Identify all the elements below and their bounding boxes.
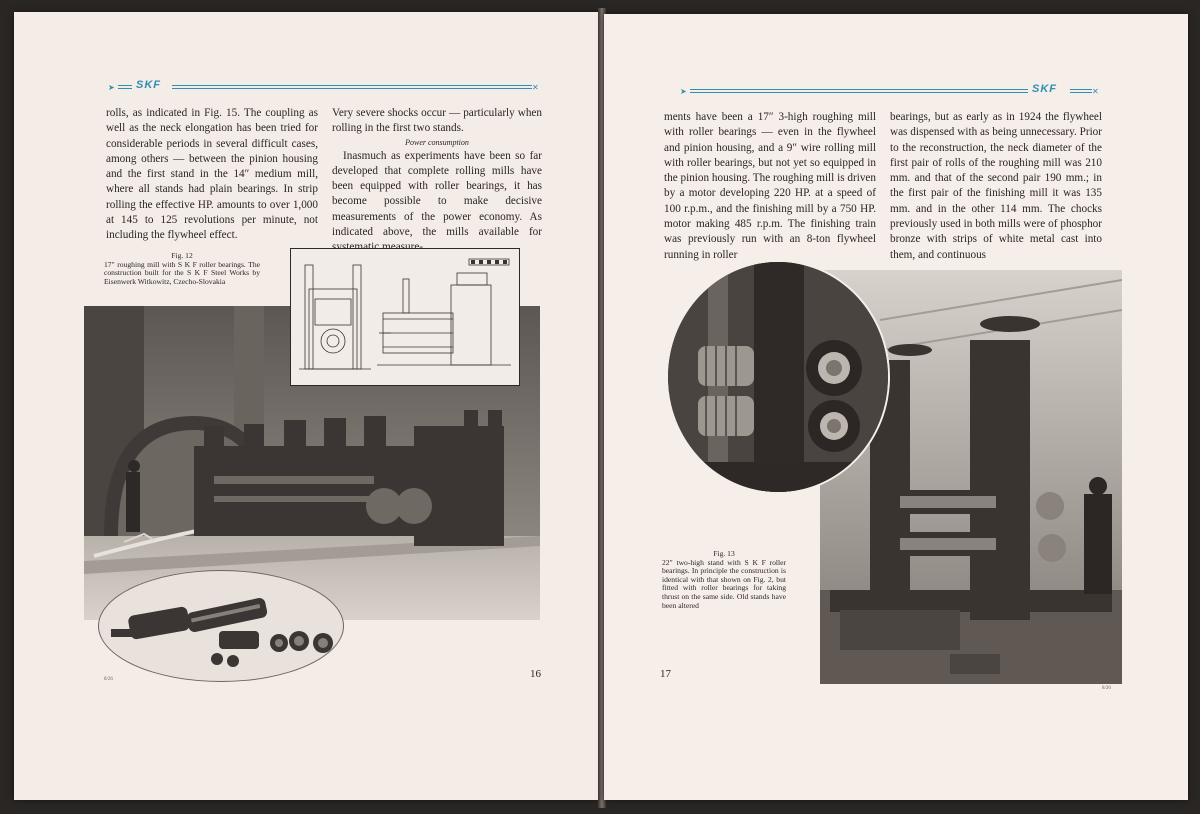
left-col1-text: rolls, as indicated in Fig. 15. The coupling as well as the neck elongation has been tried for considerable periods in several difficult cases, among others — between the pinion housing and the first stand in the 14″ medium mill, where all stands had plain bearings. In strip rolling the effective HP. amounts to over 1,000 at 145 to 125 revolutions per minute, not including the flywheel effect. <box>106 107 318 242</box>
left-page-number: 16 <box>530 668 541 680</box>
fig12-bearing-parts-oval <box>98 570 344 682</box>
rule-arrow-left-icon: ➤ <box>108 83 115 92</box>
left-print-mark: 8/26 <box>104 677 113 682</box>
right-column-1 <box>664 110 876 263</box>
left-col2-para1: Very severe shocks occur — particularly when rolling in the first two stands. <box>332 107 542 135</box>
left-page <box>14 12 600 800</box>
skf-logo: SKF <box>1032 83 1057 95</box>
right-print-mark: 8/26 <box>1102 686 1111 691</box>
fig13-caption-text: 22″ two-high stand with S K F roller bearings. In principle the construction is identical with that shown on Fig. 2, but fitted with roller bearings for taking thrust on the same side. Old stands have been altered <box>662 557 786 610</box>
right-col2-text: bearings, but as early as in 1924 the flywheel was dispensed with as being unnecessary. Prior to the reconstruction, the neck diameter of the first pair of rolls of the roughing mill was 210 mm. and that of the second pair 190 mm.; in the first pair of the finishing mill it was 135 mm. and in the other 114 mm. The chocks previously used in both mills were of phosphor bronze with strips of white metal cast into them, and continuous <box>890 111 1102 261</box>
fig13-number: Fig. 13 <box>713 549 735 558</box>
fig12-caption <box>104 252 260 286</box>
skf-header-rule-right <box>680 83 1100 96</box>
right-page-number: 17 <box>660 668 671 680</box>
left-col2-para2: Inasmuch as experiments have been so far developed that complete rolling mills have been equipped with roller bearings, it has become possible to make decisive measurements of the power economy. As indicated above, the mills available for <box>332 149 542 239</box>
skf-header-rule-left <box>108 79 540 92</box>
rule-arrow-right-icon: ✕ <box>1092 87 1099 96</box>
fig13-caption <box>662 550 786 610</box>
rule-arrow-right-icon: ✕ <box>532 83 539 92</box>
skf-logo: SKF <box>136 79 161 91</box>
right-col1-text: ments have been a 17″ 3-high roughing mill with roller bearings — even in the flywheel and pinion housing, and a 9″ wire rolling mill with roller bearings, but not yet so equipped in the pinion housing. The roughing mill is driven by a motor developing 220 HP. at a speed of 100 r.p.m., and the finishing mill by a 750 HP. motor making 485 r.p.m. The finishing train was previously run with an 8-ton flywheel running in roller <box>664 111 876 261</box>
fig13-bearing-closeup-circle <box>666 260 890 494</box>
fig12-number: Fig. 12 <box>171 251 193 260</box>
left-column-1 <box>106 106 318 244</box>
fig12-caption-text: 17″ roughing mill with S K F roller bearings. The construction built for the S K F Steel Works by Eisenwerk Witkowitz, Czecho-Slovakia <box>104 259 260 286</box>
rule-arrow-left-icon: ➤ <box>680 87 687 96</box>
fig12-elevation-drawing <box>290 248 520 386</box>
power-consumption-subhead: Power consumption <box>405 137 469 147</box>
right-page <box>604 14 1188 800</box>
right-column-2 <box>890 110 1102 263</box>
left-column-2 <box>332 106 542 256</box>
